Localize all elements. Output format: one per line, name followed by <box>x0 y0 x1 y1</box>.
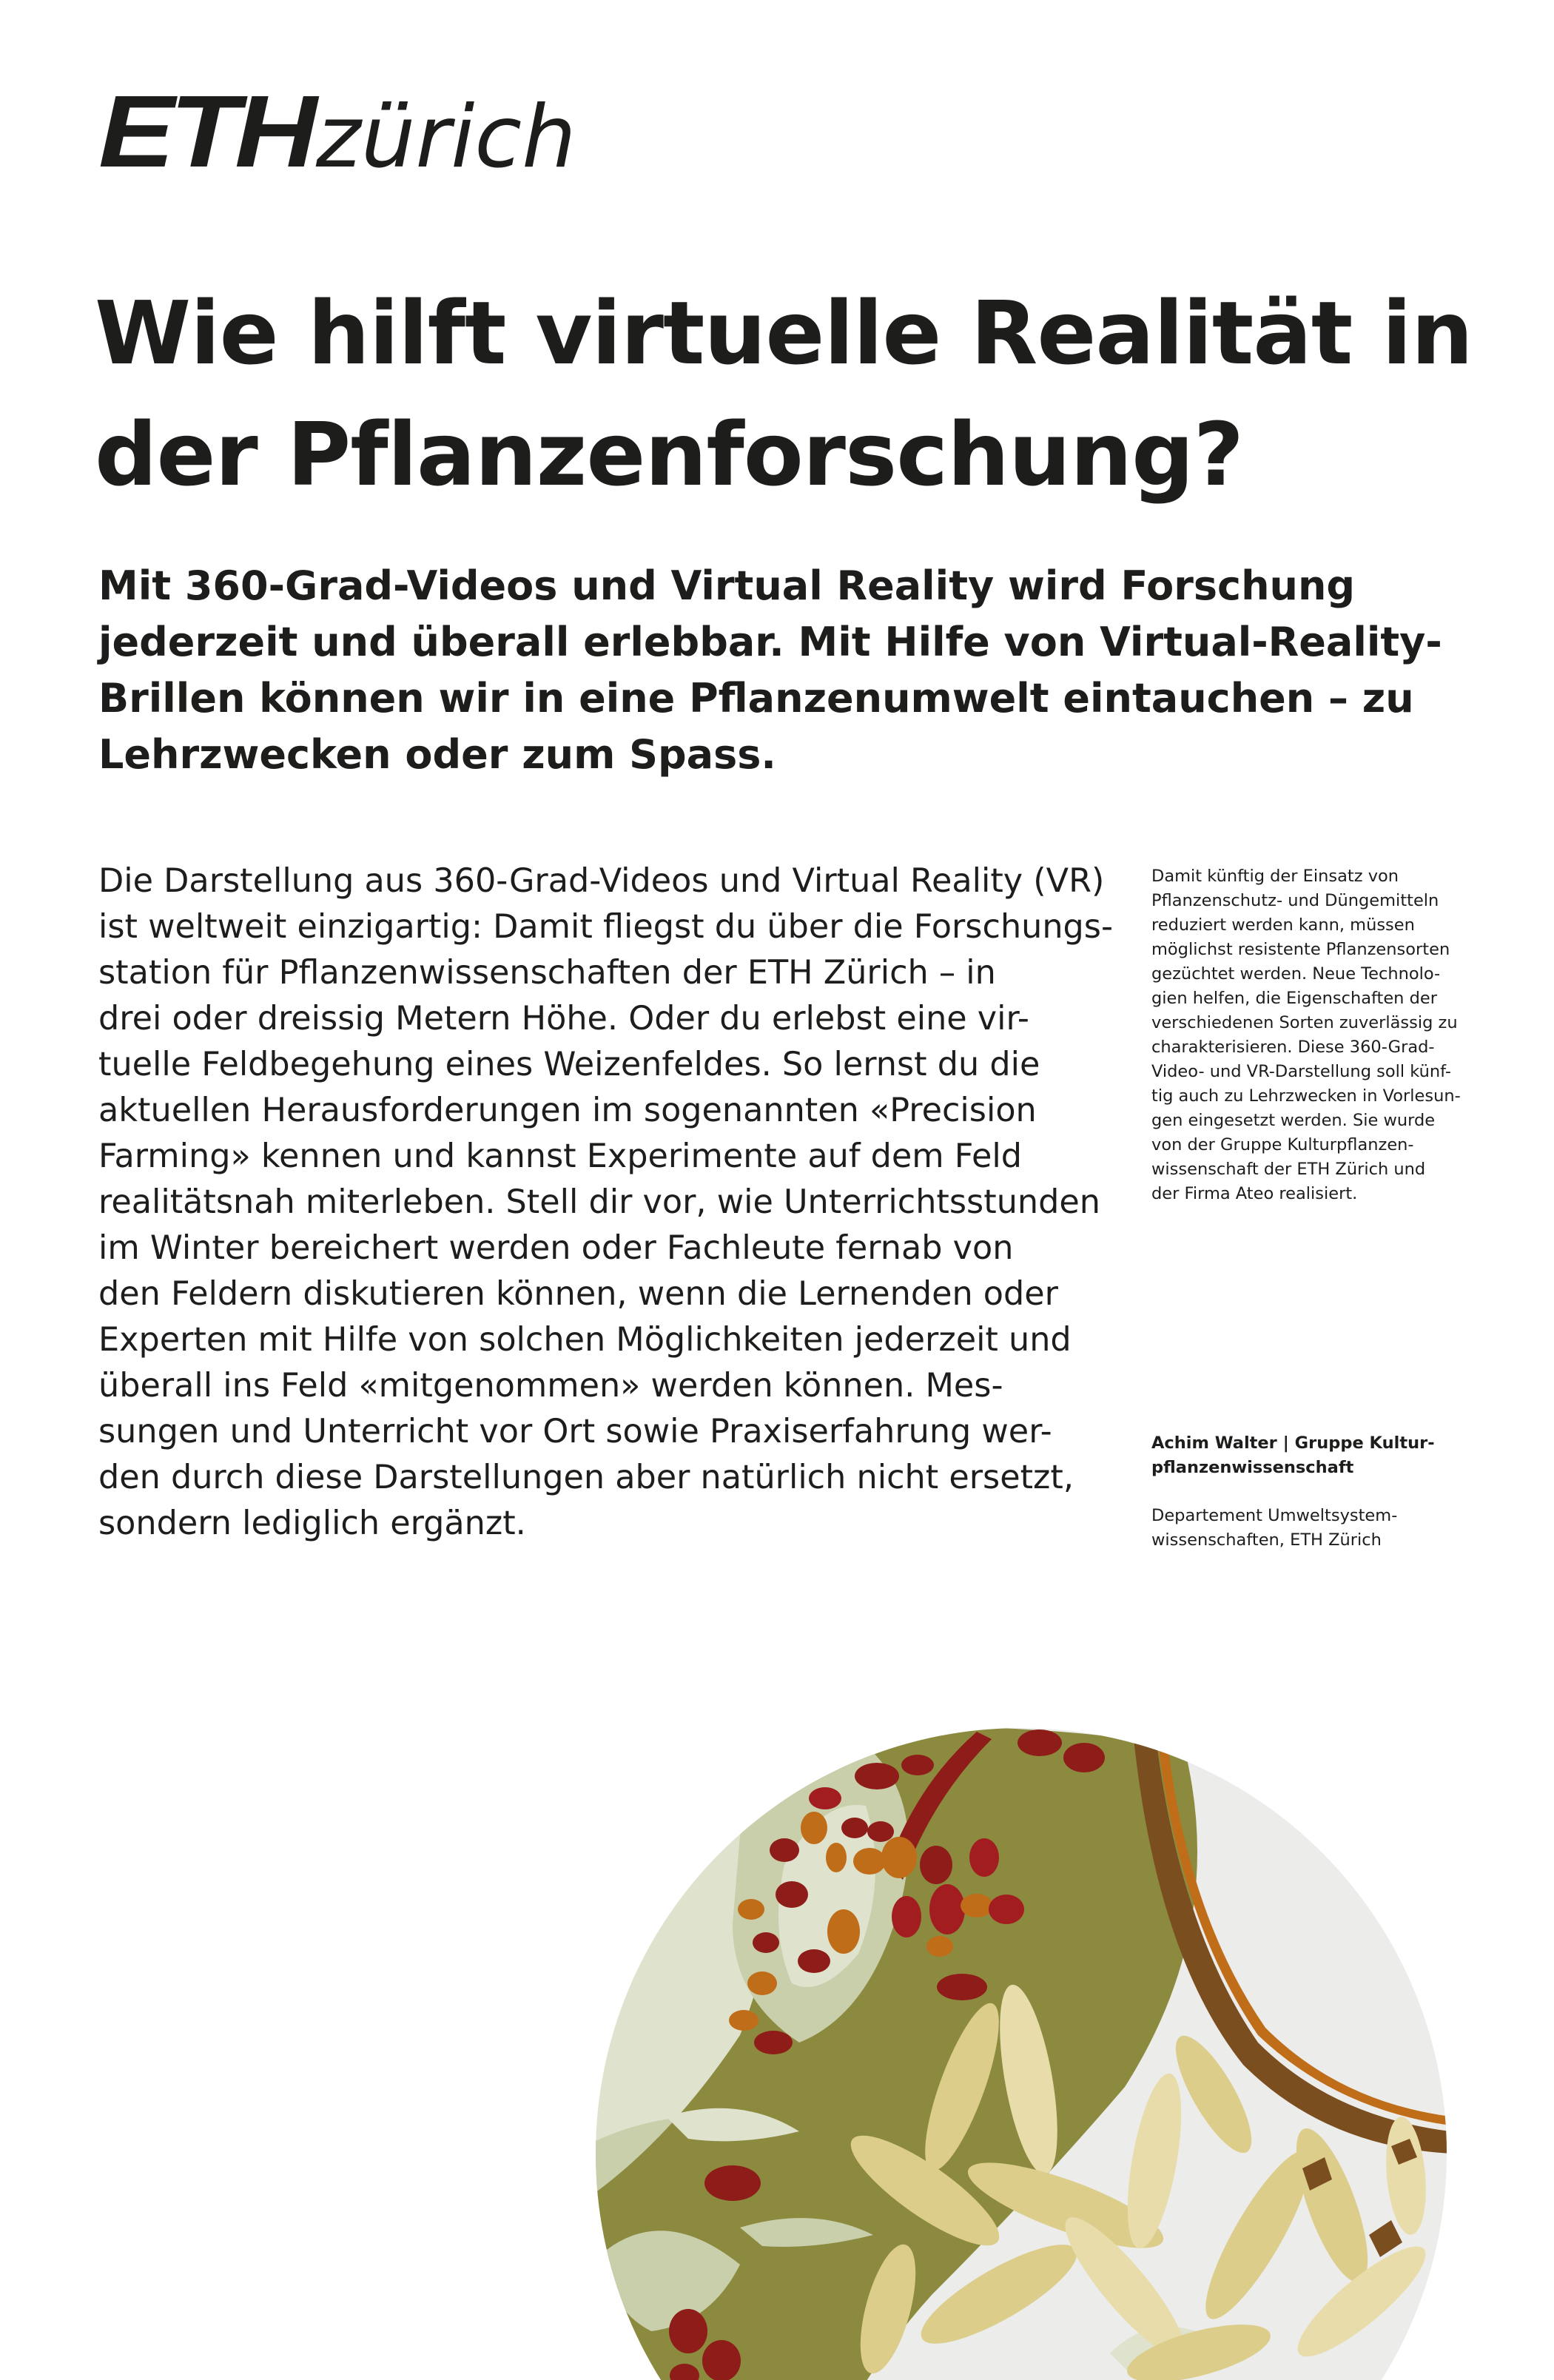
body-line: sondern lediglich ergänzt. <box>98 1505 526 1542</box>
body-line: sungen und Unterricht vor Ort sowie Praxiserfahrung wer- <box>98 1413 1052 1450</box>
lead-line: Mit 360-Grad-Videos und Virtual Reality wird Forschung <box>98 562 1356 609</box>
side-note-line: der Firma Ateo realisiert. <box>1151 1184 1358 1203</box>
body-line: Farming» kennen und kannst Experimente auf dem Feld <box>98 1137 1022 1175</box>
logo-zurich-wordmark: zürich <box>316 87 576 187</box>
logo-eth-wordmark: ETH <box>98 75 312 189</box>
side-note-line: Video- und VR-Darstellung soll künf- <box>1151 1062 1451 1081</box>
side-note-line: gen eingesetzt werden. Sie wurde <box>1151 1111 1436 1130</box>
department-line: Departement Umweltsystem- <box>1151 1506 1398 1525</box>
lead-line: Brillen können wir in eine Pflanzenumwelt eintauchen – zu <box>98 675 1414 722</box>
side-note-line: von der Gruppe Kulturpflanzen- <box>1151 1135 1414 1154</box>
body-line: den Feldern diskutieren können, wenn die Lernenden oder <box>98 1275 1058 1313</box>
body-line: Die Darstellung aus 360-Grad-Videos und Virtual Reality (VR) <box>98 862 1105 900</box>
side-note-line: wissenschaft der ETH Zürich und <box>1151 1160 1426 1179</box>
body-line: aktuellen Herausforderungen im sogenannten «Precision <box>98 1092 1037 1129</box>
lead-line: jederzeit und überall erlebbar. Mit Hilfe von Virtual-Reality- <box>98 619 1442 665</box>
side-note-line: verschiedenen Sorten zuverlässig zu <box>1151 1013 1458 1032</box>
side-note-line: möglichst resistente Pflanzensorten <box>1151 940 1450 959</box>
side-note-line: reduziert werden kann, müssen <box>1151 915 1415 935</box>
title-line: Wie hilft virtuelle Realität in <box>95 282 1473 384</box>
body-line: überall ins Feld «mitgenommen» werden können. Mes- <box>98 1367 1003 1405</box>
lead-line: Lehrzwecken oder zum Spass. <box>98 731 776 778</box>
side-note-line: Pflanzenschutz- und Düngemitteln <box>1151 891 1439 910</box>
body-line: station für Pflanzenwissenschaften der ETH Zürich – in <box>98 954 996 992</box>
author-line: pflanzenwissenschaft <box>1151 1458 1354 1477</box>
department-line: wissenschaften, ETH Zürich <box>1151 1530 1382 1550</box>
body-line: realitätsnah miterleben. Stell dir vor, wie Unterrichtsstunden <box>98 1183 1100 1221</box>
side-note-line: Damit künftig der Einsatz von <box>1151 867 1399 886</box>
author-line: Achim Walter | Gruppe Kultur- <box>1151 1433 1435 1453</box>
side-note-line: charakterisieren. Diese 360-Grad- <box>1151 1038 1435 1057</box>
side-note-line: gezüchtet werden. Neue Technolo- <box>1151 964 1441 984</box>
body-line: im Winter bereichert werden oder Fachleute fernab von <box>98 1229 1014 1267</box>
side-note-line: gien helfen, die Eigenschaften der <box>1151 989 1437 1008</box>
body-line: Experten mit Hilfe von solchen Möglichkeiten jederzeit und <box>98 1321 1072 1359</box>
body-line: drei oder dreissig Metern Höhe. Oder du erlebst eine vir- <box>98 1000 1029 1038</box>
body-line: tuelle Feldbegehung eines Weizenfeldes. So lernst du die <box>98 1046 1040 1083</box>
body-line: ist weltweit einzigartig: Damit fliegst du über die Forschungs- <box>98 908 1114 946</box>
title-line: der Pflanzenforschung? <box>95 403 1244 505</box>
side-note-line: tig auch zu Lehrzwecken in Vorlesun- <box>1151 1086 1461 1106</box>
body-line: den durch diese Darstellungen aber natürlich nicht ersetzt, <box>98 1459 1074 1496</box>
